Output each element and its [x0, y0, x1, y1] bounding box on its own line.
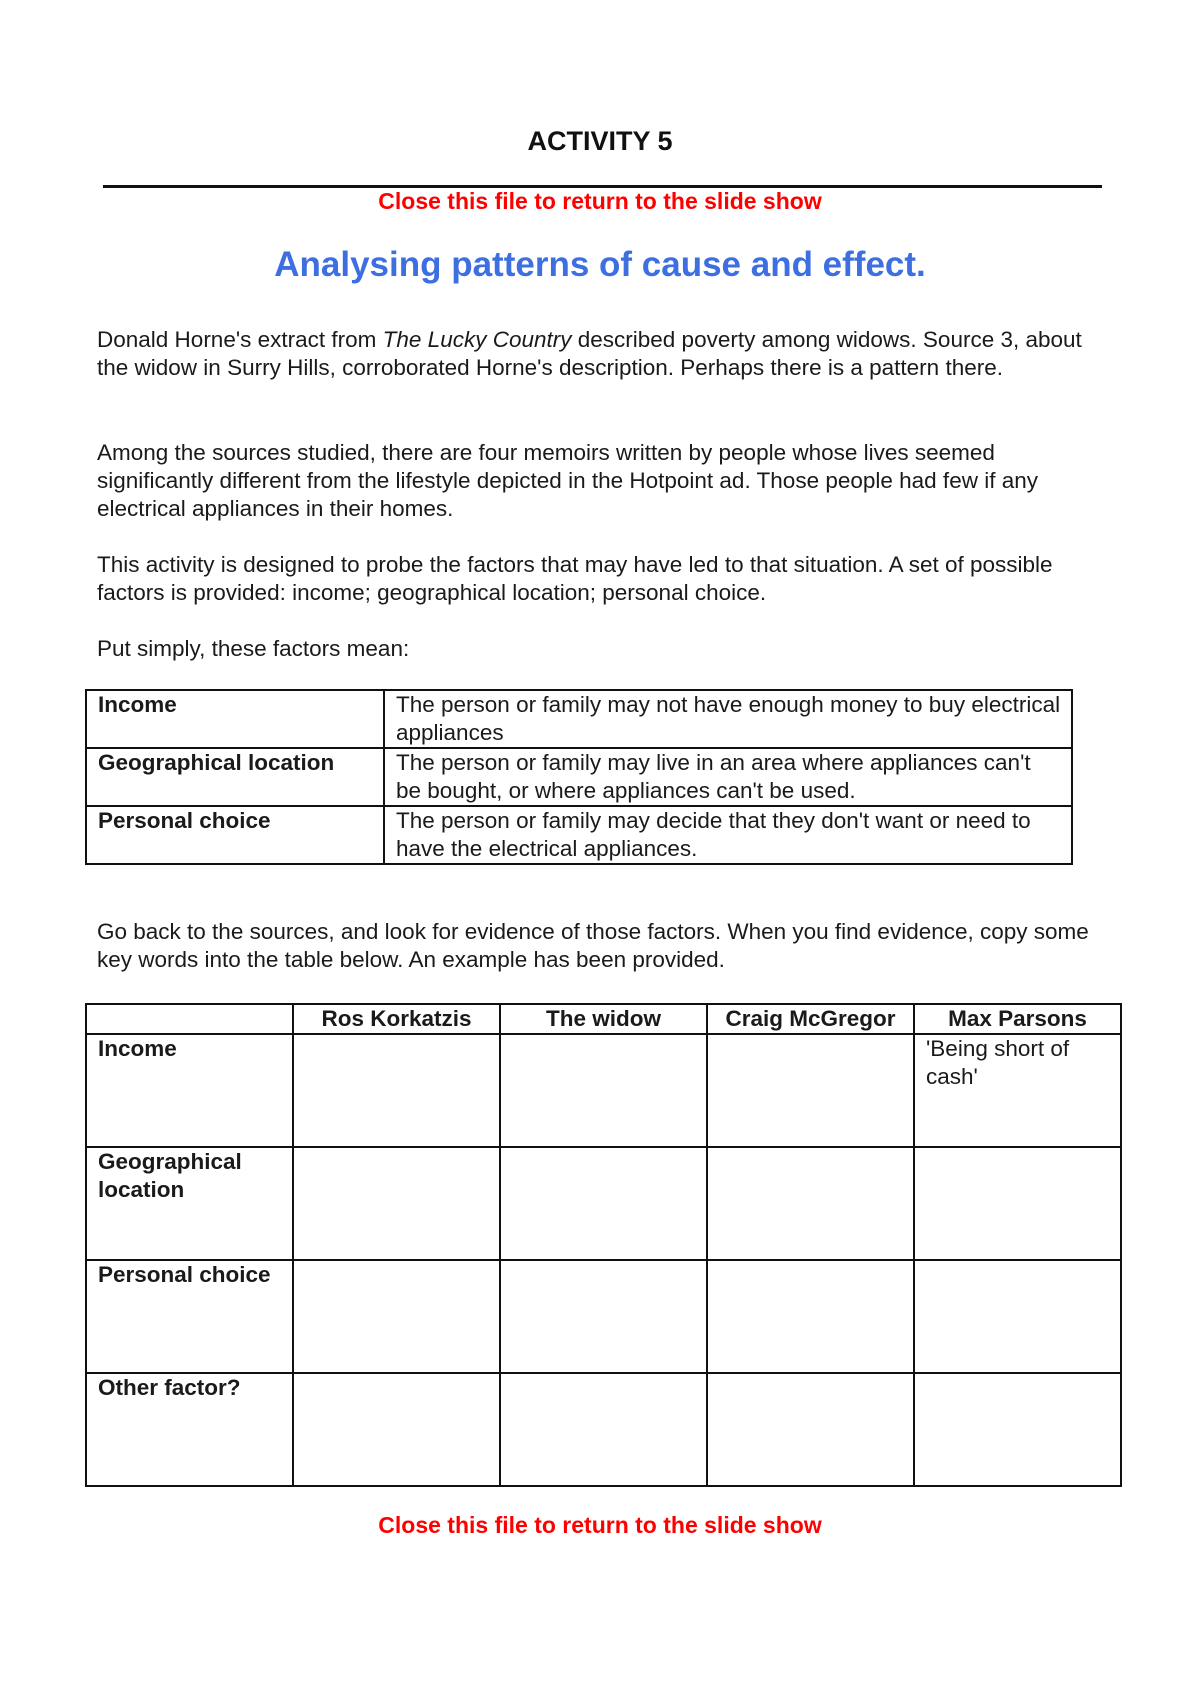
evidence-table — [85, 1003, 1122, 1487]
table-row — [86, 1260, 1121, 1373]
row-label-geographical-location: Geographical location — [86, 1147, 293, 1260]
book-title: The Lucky Country — [382, 327, 572, 352]
memoirs-paragraph: Among the sources studied, there are four memoirs written by people whose lives seemed significantly different from the lifestyle depicted in the Hotpoint ad. Those people had few if any electrical appliances in their homes. — [97, 440, 1038, 521]
intro-text-end: described poverty among widows. Source 3, about the widow in Surry Hills, corroborated Horne's description. Perhaps there is a pattern there. — [97, 327, 1082, 380]
evidence-cell[interactable] — [707, 1373, 914, 1486]
factor-label-choice: Personal choice — [86, 806, 384, 864]
close-file-link-bottom[interactable]: Close this file to return to the slide show — [378, 1512, 822, 1538]
header-craig-mcgregor: Craig McGregor — [707, 1004, 914, 1034]
evidence-cell[interactable] — [293, 1147, 500, 1260]
evidence-cell[interactable] — [707, 1147, 914, 1260]
evidence-cell[interactable] — [914, 1260, 1121, 1373]
evidence-cell[interactable] — [707, 1260, 914, 1373]
close-file-link-top[interactable]: Close this file to return to the slide show — [378, 188, 822, 214]
evidence-cell[interactable] — [293, 1260, 500, 1373]
evidence-cell[interactable] — [914, 1147, 1121, 1260]
evidence-cell[interactable] — [914, 1373, 1121, 1486]
row-label-personal-choice: Personal choice — [86, 1260, 293, 1373]
row-label-income: Income — [86, 1034, 293, 1147]
evidence-cell[interactable] — [293, 1034, 500, 1147]
evidence-cell[interactable] — [293, 1373, 500, 1486]
instructions-paragraph: Go back to the sources, and look for evidence of those factors. When you find evidence, copy some key words into the table below. An example has been provided. — [97, 919, 1089, 972]
table-row — [86, 690, 1072, 748]
table-row — [86, 1373, 1121, 1486]
header-the-widow: The widow — [500, 1004, 707, 1034]
table-row — [86, 806, 1072, 864]
evidence-cell[interactable] — [500, 1147, 707, 1260]
page-heading: Analysing patterns of cause and effect. — [274, 245, 926, 284]
evidence-cell[interactable] — [707, 1034, 914, 1147]
row-label-other-factor: Other factor? — [86, 1373, 293, 1486]
factor-label-income: Income — [86, 690, 384, 748]
header-empty — [86, 1004, 293, 1034]
header-ros-korkatzis: Ros Korkatzis — [293, 1004, 500, 1034]
intro-paragraph — [97, 326, 1117, 382]
factor-meaning-income: The person or family may not have enough money to buy electrical appliances — [384, 690, 1072, 748]
factors-table — [85, 689, 1073, 865]
activity-purpose-paragraph: This activity is designed to probe the factors that may have led to that situation. A set of possible factors is provided: income; geographical location; personal choice. — [97, 552, 1053, 605]
factor-label-location: Geographical location — [86, 748, 384, 806]
evidence-cell[interactable] — [500, 1373, 707, 1486]
table-row — [86, 748, 1072, 806]
evidence-cell-example[interactable]: 'Being short of cash' — [914, 1034, 1121, 1147]
factor-meaning-location: The person or family may live in an area where appliances can't be bought, or where appliances can't be used. — [384, 748, 1072, 806]
header-max-parsons: Max Parsons — [914, 1004, 1121, 1034]
factors-intro-paragraph: Put simply, these factors mean: — [97, 636, 410, 661]
evidence-cell[interactable] — [500, 1260, 707, 1373]
factor-meaning-choice: The person or family may decide that they don't want or need to have the electrical appliances. — [384, 806, 1072, 864]
table-row — [86, 1147, 1121, 1260]
activity-title: ACTIVITY 5 — [527, 126, 673, 156]
evidence-header-row — [86, 1004, 1121, 1034]
intro-text-start: Donald Horne's extract from — [97, 327, 383, 352]
evidence-cell[interactable] — [500, 1034, 707, 1147]
table-row — [86, 1034, 1121, 1147]
